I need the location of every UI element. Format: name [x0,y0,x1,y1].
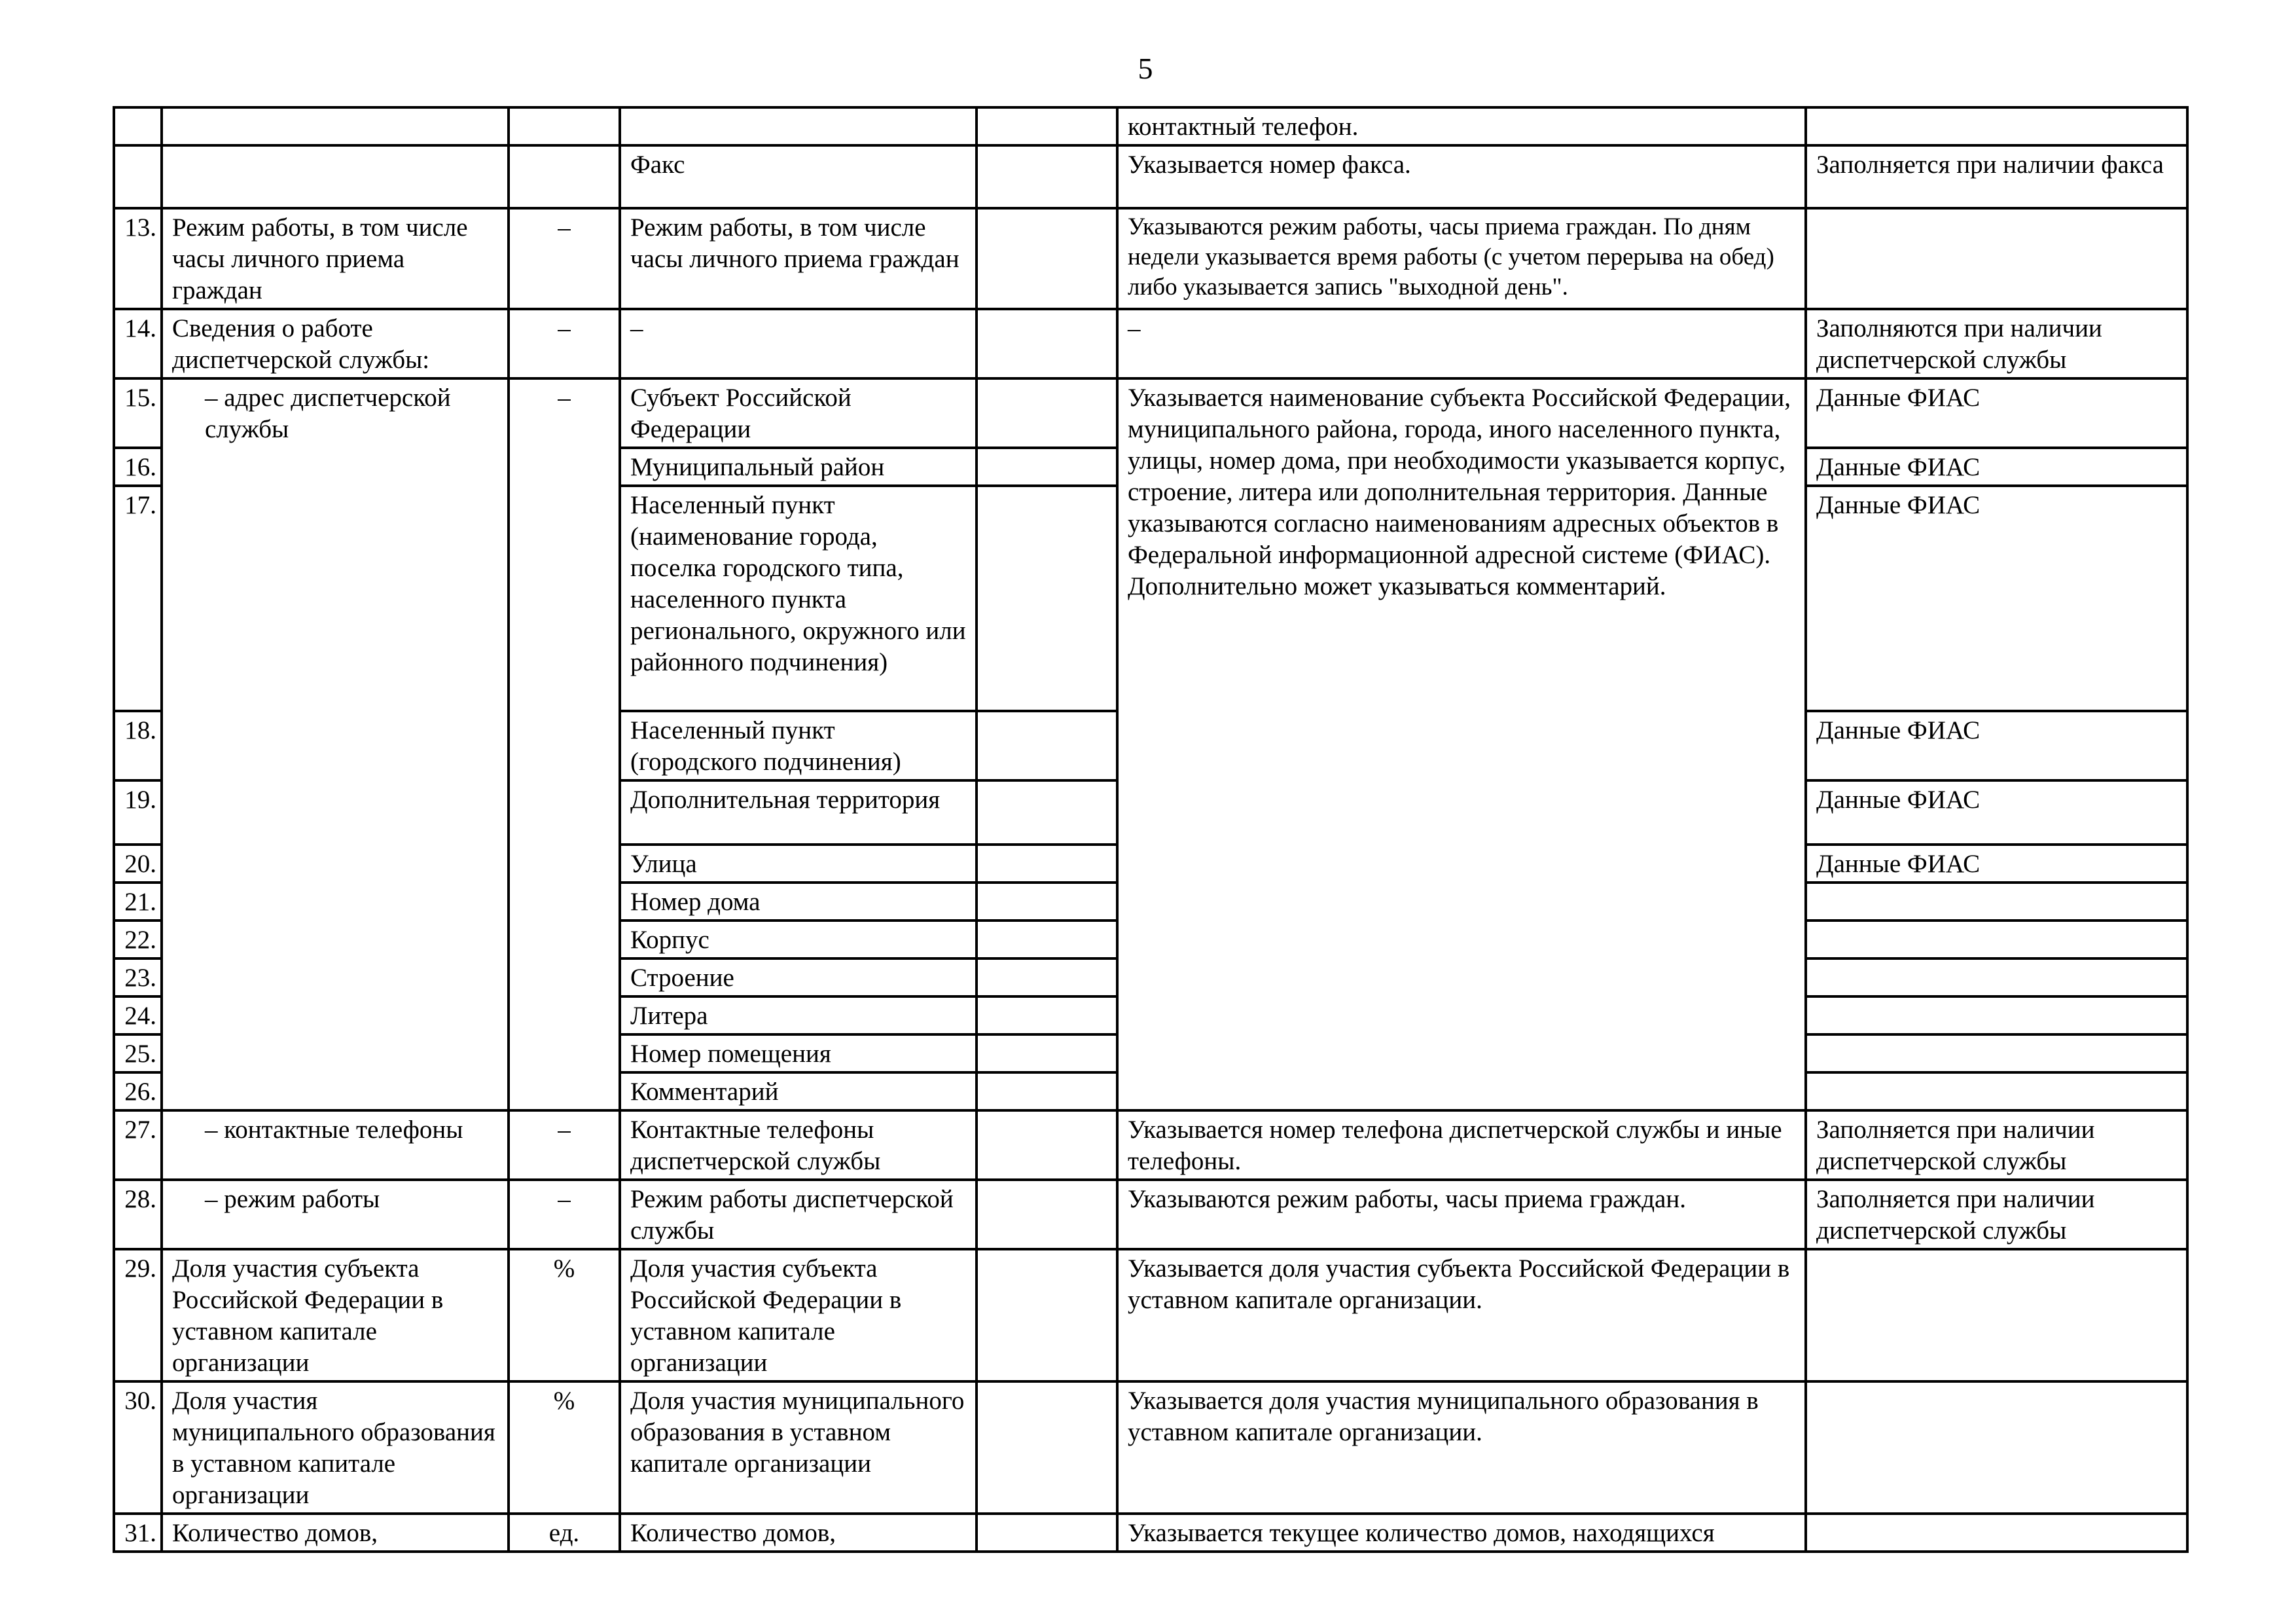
unit: % [509,1249,620,1381]
field-name: Комментарий [620,1072,977,1110]
empty-cell [977,996,1117,1034]
field-name: Дополнительная территория [620,780,977,845]
empty-cell [977,958,1117,996]
row-number: 19. [114,780,162,845]
description: Указываются режим работы, часы приема граждан. [1117,1180,1806,1249]
note: Данные ФИАС [1806,486,2187,711]
row-number: 30. [114,1381,162,1514]
field-name: Факс [620,145,977,208]
empty-cell [977,1034,1117,1072]
description: Указывается наименование субъекта Российской Федерации, муниципального района, города, иного населенного пункта, улицы, номер дома, при необходимости указывается корпус, строение, литера или дополнительная территория. Данные указываются согласно наименованиям адресных объектов в Федеральной информационной адресной системе (ФИАС). Дополнительно может указываться комментарий. [1117,378,1806,1110]
indicator-name-text: – режим работы [205,1185,380,1213]
note: Данные ФИАС [1806,448,2187,486]
indicator-name [162,1180,509,1249]
row-number: 16. [114,448,162,486]
row-number: 27. [114,1110,162,1180]
field-name: Корпус [620,921,977,958]
field-name: Муниципальный район [620,448,977,486]
indicator-name [162,145,509,208]
indicator-name: Количество домов, [162,1514,509,1552]
empty-cell [977,1180,1117,1249]
indicator-name [162,107,509,145]
empty-cell [977,921,1117,958]
description: Указываются режим работы, часы приема граждан. По дням недели указывается время работы (с учетом перерыва на обед) либо указывается запись "выходной день". [1117,208,1806,309]
empty-cell [977,309,1117,378]
row-number: 23. [114,958,162,996]
empty-cell [977,208,1117,309]
unit: – [509,309,620,378]
empty-cell [977,1249,1117,1381]
table-row [114,107,2187,145]
row-number: 26. [114,1072,162,1110]
table-row [114,1110,2187,1180]
page-number: 5 [1138,52,1153,85]
note: Заполняется при наличии диспетчерской службы [1806,1180,2187,1249]
empty-cell [977,780,1117,845]
field-name: Доля участия муниципального образования в уставном капитале организации [620,1381,977,1514]
description: Указывается доля участия субъекта Российской Федерации в уставном капитале организации. [1117,1249,1806,1381]
field-name: Строение [620,958,977,996]
empty-cell [977,845,1117,883]
row-number: 31. [114,1514,162,1552]
description: – [1117,309,1806,378]
unit [509,107,620,145]
note: Заполняется при наличии факса [1806,145,2187,208]
unit: – [509,1110,620,1180]
row-number: 29. [114,1249,162,1381]
indicator-name: Доля участия субъекта Российской Федерации в уставном капитале организации [162,1249,509,1381]
field-name: Субъект Российской Федерации [620,378,977,448]
unit: – [509,1180,620,1249]
description: Указывается доля участия муниципального образования в уставном капитале организации. [1117,1381,1806,1514]
row-number: 22. [114,921,162,958]
description: Указывается текущее количество домов, находящихся [1117,1514,1806,1552]
indicator-name [162,378,509,1110]
table-row [114,145,2187,208]
row-number: 24. [114,996,162,1034]
note [1806,921,2187,958]
note: Данные ФИАС [1806,845,2187,883]
field-name: Улица [620,845,977,883]
row-number: 21. [114,883,162,921]
field-name: Номер дома [620,883,977,921]
empty-cell [977,1381,1117,1514]
field-name: Доля участия субъекта Российской Федерации в уставном капитале организации [620,1249,977,1381]
table-row [114,1514,2187,1552]
row-number: 13. [114,208,162,309]
note [1806,1381,2187,1514]
note: Заполняются при наличии диспетчерской службы [1806,309,2187,378]
field-name: Количество домов, [620,1514,977,1552]
note: Данные ФИАС [1806,711,2187,780]
field-name: Населенный пункт (наименование города, поселка городского типа, населенного пункта регионального, окружного или районного подчинения) [620,486,977,711]
empty-cell [977,1110,1117,1180]
row-number: 15. [114,378,162,448]
table-row [114,378,2187,448]
note [1806,996,2187,1034]
description: Указывается номер телефона диспетчерской службы и иные телефоны. [1117,1110,1806,1180]
indicator-name [162,1110,509,1180]
empty-cell [977,448,1117,486]
table-row [114,1180,2187,1249]
note [1806,958,2187,996]
row-number: 20. [114,845,162,883]
note [1806,1034,2187,1072]
field-name: Номер помещения [620,1034,977,1072]
field-name [620,107,977,145]
indicator-name: Сведения о работе диспетчерской службы: [162,309,509,378]
note: Заполняется при наличии диспетчерской службы [1806,1110,2187,1180]
row-number: 25. [114,1034,162,1072]
row-number: 28. [114,1180,162,1249]
row-number: 18. [114,711,162,780]
empty-cell [977,107,1117,145]
empty-cell [977,145,1117,208]
empty-cell [977,883,1117,921]
unit: ед. [509,1514,620,1552]
field-name: Контактные телефоны диспетчерской службы [620,1110,977,1180]
note [1806,883,2187,921]
note [1806,1072,2187,1110]
row-number [114,145,162,208]
field-name: Режим работы диспетчерской службы [620,1180,977,1249]
note: Данные ФИАС [1806,780,2187,845]
row-number: 14. [114,309,162,378]
table-row [114,208,2187,309]
description: контактный телефон. [1117,107,1806,145]
field-name: – [620,309,977,378]
description: Указывается номер факса. [1117,145,1806,208]
row-number [114,107,162,145]
unit: – [509,208,620,309]
indicator-name-text: – адрес диспетчерской службы [205,384,451,443]
indicator-name: Режим работы, в том числе часы личного приема граждан [162,208,509,309]
table-row [114,1249,2187,1381]
unit: % [509,1381,620,1514]
note [1806,107,2187,145]
indicator-name-text: – контактные телефоны [205,1116,463,1144]
indicator-name: Доля участия муниципального образования в уставном капитале организации [162,1381,509,1514]
unit [509,145,620,208]
table-row [114,1381,2187,1514]
empty-cell [977,1514,1117,1552]
field-name: Населенный пункт (городского подчинения) [620,711,977,780]
empty-cell [977,486,1117,711]
unit: – [509,378,620,1110]
note [1806,208,2187,309]
note [1806,1249,2187,1381]
row-number: 17. [114,486,162,711]
note: Данные ФИАС [1806,378,2187,448]
empty-cell [977,711,1117,780]
table-row [114,309,2187,378]
requirements-table [113,106,2189,1553]
empty-cell [977,1072,1117,1110]
empty-cell [977,378,1117,448]
field-name: Литера [620,996,977,1034]
field-name: Режим работы, в том числе часы личного приема граждан [620,208,977,309]
note [1806,1514,2187,1552]
